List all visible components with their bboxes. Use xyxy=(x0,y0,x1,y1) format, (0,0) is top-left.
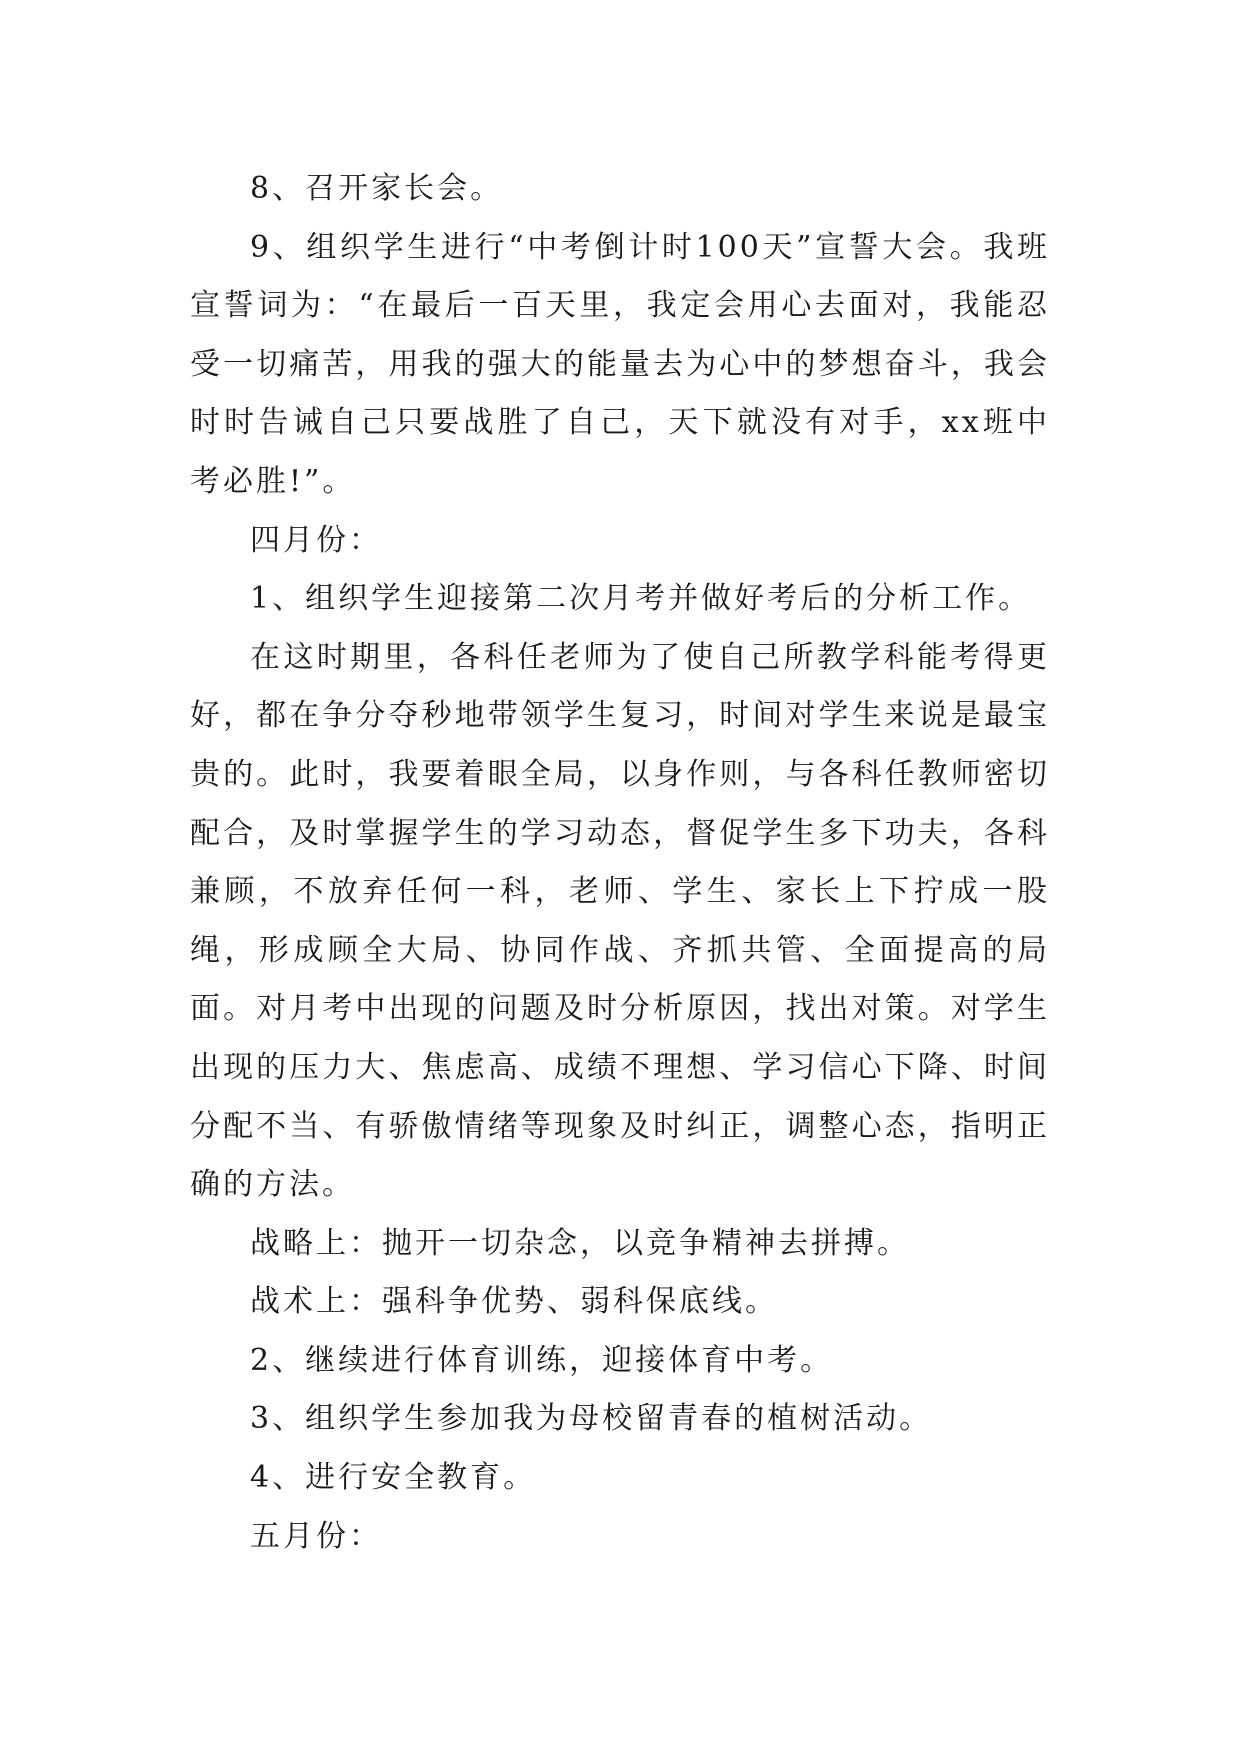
paragraph-tactics: 战术上：强科争优势、弱科保底线。 xyxy=(250,1284,778,1320)
paragraph-item-9-oath-rally: 9、组织学生进行“中考倒计时100天”宣誓大会。我班宣誓词为：“在最后一百天里，我定会用心去面对，我能忍受一切痛苦，用我的强大的能量去为心中的梦想奋斗，我会时时告诫自己只要战胜了自己，天下就没有对手，xx班中考必胜!”。 xyxy=(190,229,1050,499)
section-heading-april: 四月份： xyxy=(250,522,382,558)
paragraph-april-item-4: 4、进行安全教育。 xyxy=(250,1460,537,1496)
paragraph-april-discussion: 在这时期里，各科任老师为了使自己所教学科能考得更好，都在争分夺秒地带领学生复习，时间对学生来说是最宝贵的。此时，我要着眼全局，以身作则，与各科任教师密切配合，及时掌握学生的学习动态，督促学生多下功夫，各科兼顾，不放弃任何一科，老师、学生、家长上下拧成一股绳，形成顾全大局、协同作战、齐抓共管、全面提高的局面。对月考中出现的问题及时分析原因，找出对策。对学生出现的压力大、焦虑高、成绩不理想、学习信心下降、时间分配不当、有骄傲情绪等现象及时纠正，调整心态，指明正确的方法。 xyxy=(190,639,1050,1203)
paragraph-strategy: 战略上：抛开一切杂念，以竞争精神去拼搏。 xyxy=(250,1225,910,1261)
section-heading-may: 五月份： xyxy=(250,1518,382,1554)
paragraph-april-item-2: 2、继续进行体育训练，迎接体育中考。 xyxy=(250,1342,834,1378)
paragraph-april-item-3: 3、组织学生参加我为母校留青春的植树活动。 xyxy=(250,1401,933,1437)
paragraph-april-item-1: 1、组织学生迎接第二次月考并做好考后的分析工作。 xyxy=(250,581,1032,617)
paragraph-item-8-parent-meeting: 8、召开家长会。 xyxy=(250,171,504,206)
document-body xyxy=(190,160,1050,1566)
